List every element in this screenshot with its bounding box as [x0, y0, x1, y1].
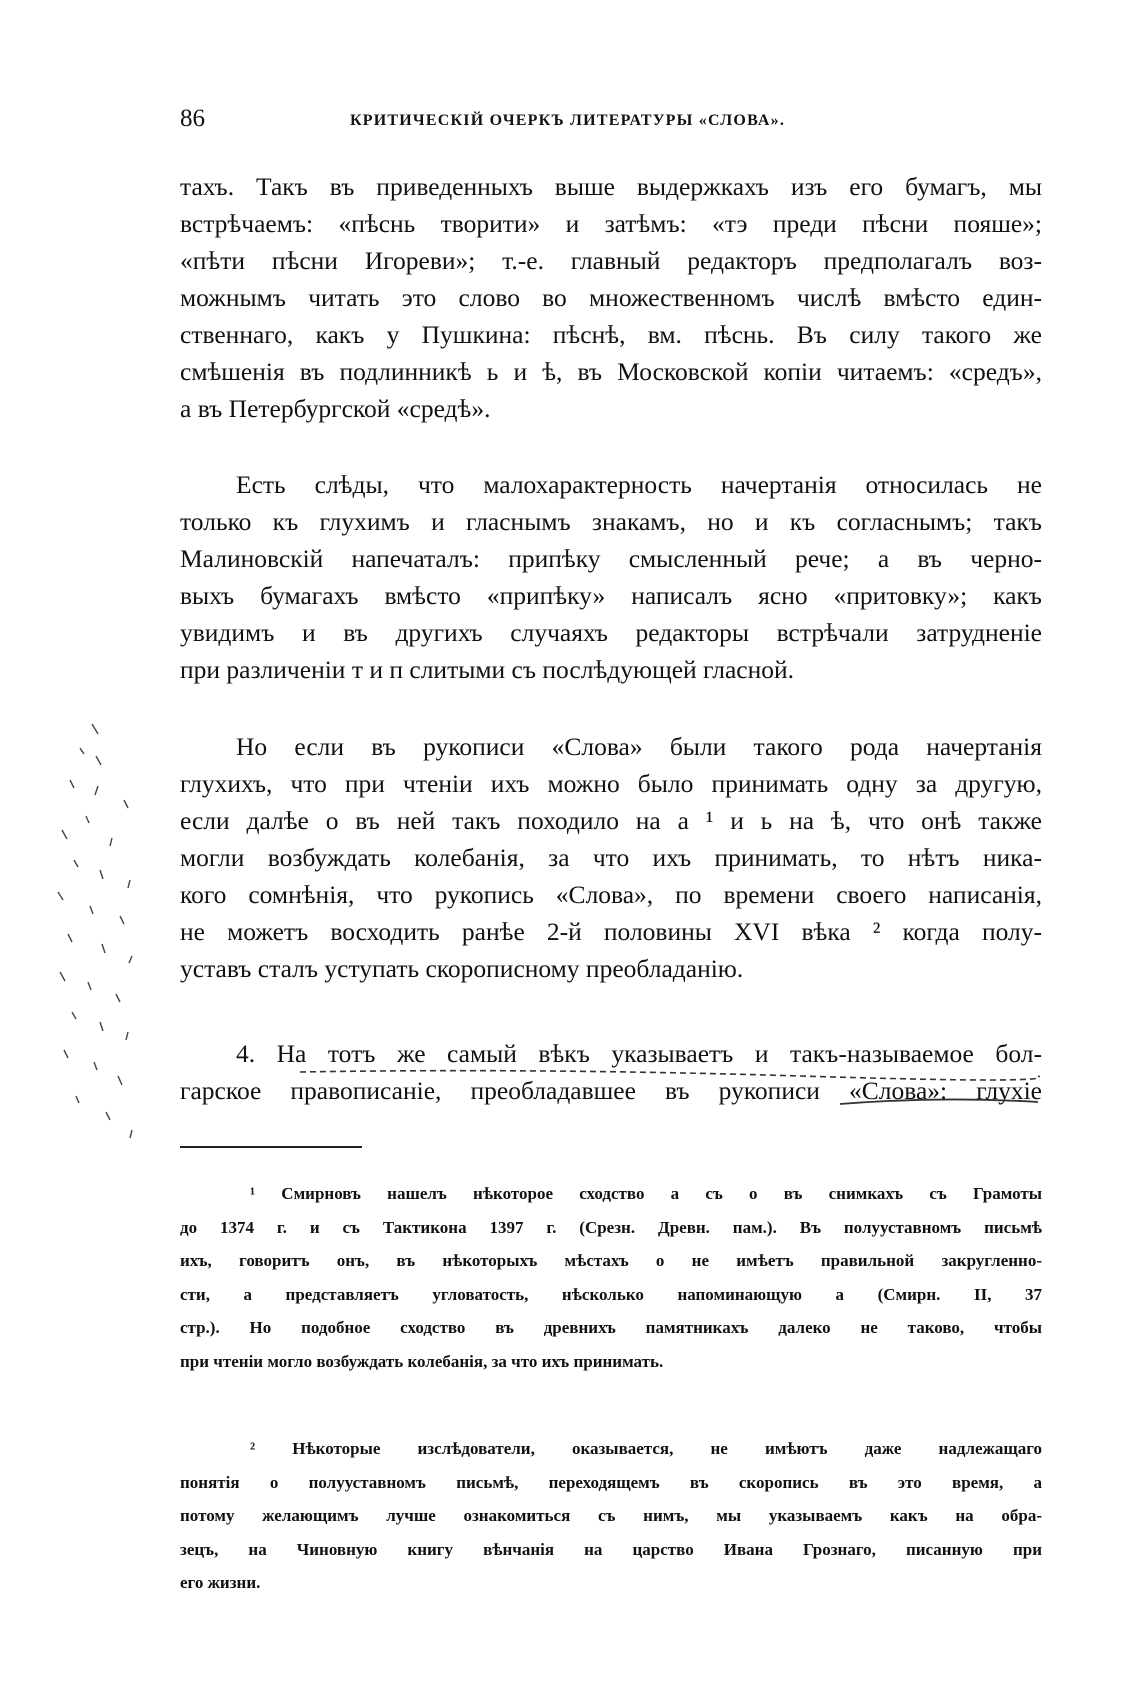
pencil-underline-mark — [240, 1068, 1040, 1108]
pencil-margin-marks — [40, 720, 150, 1160]
paragraph-3 — [180, 728, 1042, 987]
text-line: глухихъ, что при чтеніи ихъ можно было принимать одну за другую, — [180, 769, 1042, 798]
text-line: смѣшенія въ подлинникѣ ь и ѣ, въ Московской копіи читаемъ: «средъ», — [180, 357, 1042, 386]
running-title: КРИТИЧЕСКІЙ ОЧЕРКЪ ЛИТЕРАТУРЫ «СЛОВА». — [350, 112, 786, 129]
footnote-1 — [180, 1177, 1042, 1378]
text-line: кого сомнѣнія, что рукопись «Слова», по времени своего написанія, — [180, 880, 1042, 909]
text-line: можнымъ читать это слово во множественномъ числѣ вмѣсто един- — [180, 283, 1042, 312]
text-line: встрѣчаемъ: «пѣснь творити» и затѣмъ: «тэ преди пѣсни пояше»; — [180, 209, 1042, 238]
text-line: 4. На тотъ же самый вѣкъ указываетъ и такъ-называемое бол- — [236, 1039, 1042, 1068]
footnote-line: при чтеніи могло возбуждать колебанія, за что ихъ принимать. — [180, 1351, 664, 1371]
footnote-line: потому желающимъ лучше ознакомиться съ нимъ, мы указываемъ какъ на обра- — [180, 1506, 1042, 1525]
text-line: только къ глухимъ и гласнымъ знакамъ, но и къ согласнымъ; такъ — [180, 507, 1042, 536]
footnote-line: до 1374 г. и съ Тактикона 1397 г. (Срезн. Древн. пам.). Въ полууставномъ письмѣ — [180, 1217, 1042, 1237]
footnote-separator — [180, 1146, 362, 1148]
footnote-line: его жизни. — [180, 1573, 261, 1592]
text-line: при различеніи т и п слитыми съ послѣдующей гласной. — [180, 655, 795, 684]
text-line: увидимъ и въ другихъ случаяхъ редакторы встрѣчали затрудненіе — [180, 618, 1042, 647]
text-line: гарское правописаніе, преобладавшее въ рукописи «Слова»: глухіе — [180, 1076, 1042, 1105]
text-line: уставъ сталъ уступать скорописному преобладанію. — [180, 954, 744, 983]
footnote-line: понятія о полууставномъ письмѣ, переходящемъ въ скоропись въ это время, а — [180, 1472, 1042, 1492]
paragraph-1 — [180, 168, 1042, 427]
text-line: Но если въ рукописи «Слова» были такого рода начертанія — [236, 732, 1042, 761]
footnote-line: зецъ, на Чиновную книгу вѣнчанія на царство Ивана Грознаго, писанную при — [180, 1539, 1042, 1559]
paragraph-2 — [180, 466, 1042, 688]
text-line: «пѣти пѣсни Игореви»; т.-е. главный редакторъ предполагалъ воз- — [180, 246, 1042, 275]
footnote-line: ² Нѣкоторые изслѣдователи, оказывается, не имѣютъ даже надлежащаго — [250, 1439, 1042, 1458]
page-number: 86 — [180, 105, 205, 132]
footnote-line: ¹ Смирновъ нашелъ нѣкоторое сходство а съ о въ снимкахъ съ Грамоты — [250, 1184, 1042, 1203]
text-line: тахъ. Такъ въ приведенныхъ выше выдержкахъ изъ его бумагъ, мы — [180, 172, 1042, 201]
text-line: Есть слѣды, что малохарактерность начертанія относилась не — [236, 470, 1042, 499]
text-line: не можетъ восходить ранѣе 2-й половины XVI вѣка ² когда полу- — [180, 917, 1042, 946]
footnote-line: сти, а представляетъ угловатость, нѣсколько напоминающую а (Смирн. II, 37 — [180, 1284, 1042, 1304]
text-line: Малиновскій напечаталъ: припѣку смысленный рече; а въ черно- — [180, 544, 1042, 573]
text-line: выхъ бумагахъ вмѣсто «припѣку» написалъ ясно «притовку»; какъ — [180, 581, 1042, 610]
footnote-2 — [180, 1432, 1042, 1600]
footnote-line: стр.). Но подобное сходство въ древнихъ памятникахъ далеко не таково, чтобы — [180, 1318, 1042, 1337]
text-line: ственнаго, какъ у Пушкина: пѣснѣ, вм. пѣснь. Въ силу такого же — [180, 320, 1042, 349]
text-line: если далѣе о въ ней такъ походило на а ¹ и ь на ѣ, что онѣ также — [180, 806, 1042, 835]
footnote-line: ихъ, говоритъ онъ, въ нѣкоторыхъ мѣстахъ о не имѣетъ правильной закругленно- — [180, 1251, 1042, 1270]
running-head — [180, 104, 1040, 134]
text-line: могли возбуждать колебанія, за что ихъ принимать, то нѣтъ ника- — [180, 843, 1042, 872]
text-line: а въ Петербургской «средѣ». — [180, 394, 491, 423]
